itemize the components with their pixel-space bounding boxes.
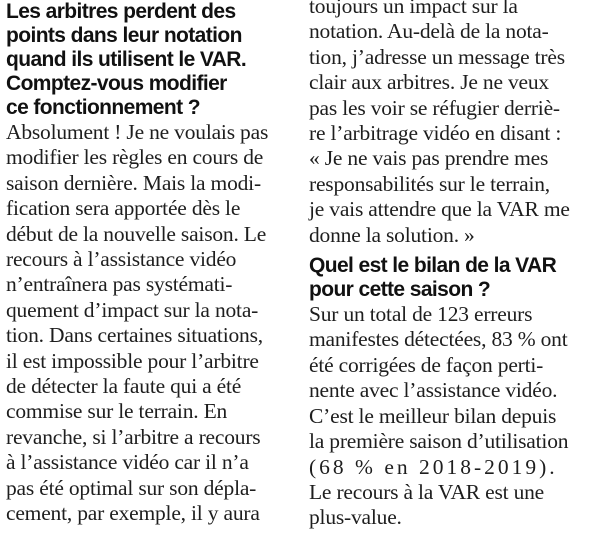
answer-1-line-16: cement, par exemple, il y aura [6, 501, 260, 526]
answer-1-line-11: de détecter la faute qui a été [6, 374, 242, 399]
answer-1-line-10: il est impossible pour l’arbitre [6, 348, 259, 373]
right-column [309, 0, 595, 531]
answer-1-continued-line-3: tion, j’adresse un message très [309, 44, 565, 69]
question-1-line-5: ce fonctionnement ? [6, 96, 200, 119]
answer-1-line-8: quement d’impact sur la nota- [6, 297, 259, 322]
question-2-line-2: pour cette saison ? [309, 278, 491, 302]
answer-1-line-2: modifier les règles en cours de [6, 145, 264, 170]
answer-1-continued-line-1: toujours un impact sur la [309, 0, 518, 18]
answer-1-continued-line-4: clair aux arbitres. Je ne veux [309, 70, 549, 95]
answer-2-line-4: nente avec l’assistance vidéo. [309, 378, 558, 403]
answer-1-continued-line-5: pas les voir se réfugier derriè- [309, 95, 560, 120]
answer-1-line-7: n’entraînera pas systémati- [6, 272, 233, 297]
question-2-line-1: Quel est le bilan de la VAR [309, 254, 557, 278]
answer-1-line-9: tion. Dans certaines situations, [6, 323, 263, 348]
interview-answer-2 [309, 302, 595, 531]
answer-1-line-13: revanche, si l’arbitre a recours [6, 424, 261, 449]
answer-1-continued-line-10: donne la solution. » [309, 222, 475, 247]
answer-1-line-3: saison dernière. Mais la modi- [6, 170, 261, 195]
answer-2-line-6: la première saison d’utilisation [309, 429, 569, 454]
answer-1-line-4: fication sera apportée dès le [6, 196, 241, 221]
left-column [6, 0, 294, 527]
answer-1-continued-line-8: responsabilités sur le terrain, [309, 171, 550, 196]
answer-1-continued-line-6: re l’arbitrage vidéo en disant : [309, 121, 562, 146]
answer-2-line-3: été corrigées de façon perti- [309, 352, 544, 377]
question-1-line-1: Les arbitres perdent des [6, 0, 236, 23]
interview-question-1 [6, 0, 294, 120]
answer-2-line-5: C’est le meilleur bilan depuis [309, 403, 557, 428]
answer-1-line-5: début de la nouvelle saison. Le [6, 221, 267, 246]
answer-1-line-15: pas été optimal sur son dépla- [6, 475, 257, 500]
interview-question-2 [309, 254, 595, 302]
answer-2-line-9: plus-value. [309, 505, 402, 530]
answer-1-continued-line-9: je vais attendre que la VAR me [309, 197, 570, 222]
question-1-line-4: Comptez-vous modifier [6, 72, 227, 95]
answer-1-continued-line-2: notation. Au-delà de la nota- [309, 19, 549, 44]
question-1-line-2: points dans leur notation [6, 24, 242, 47]
answer-2-line-2: manifestes détectées, 83 % ont [309, 327, 568, 352]
answer-2-line-8: Le recours à la VAR est une [309, 479, 545, 504]
answer-1-line-1: Absolument ! Je ne voulais pas [6, 120, 269, 144]
answer-1-continued-line-7: « Je ne vais pas prendre mes [309, 146, 549, 171]
answer-2-line-1: Sur un total de 123 erreurs [309, 302, 533, 327]
question-1-line-3: quand ils utilisent le VAR. [6, 48, 247, 71]
answer-1-line-14: à l’assistance vidéo car il n’a [6, 450, 249, 475]
answer-2-line-7: (68 % en 2018-2019). [309, 454, 558, 479]
answer-1-continued [309, 0, 595, 248]
interview-answer-1 [6, 120, 294, 527]
answer-1-line-6: recours à l’assistance vidéo [6, 247, 237, 272]
answer-1-line-12: commise sur le terrain. En [6, 399, 228, 424]
